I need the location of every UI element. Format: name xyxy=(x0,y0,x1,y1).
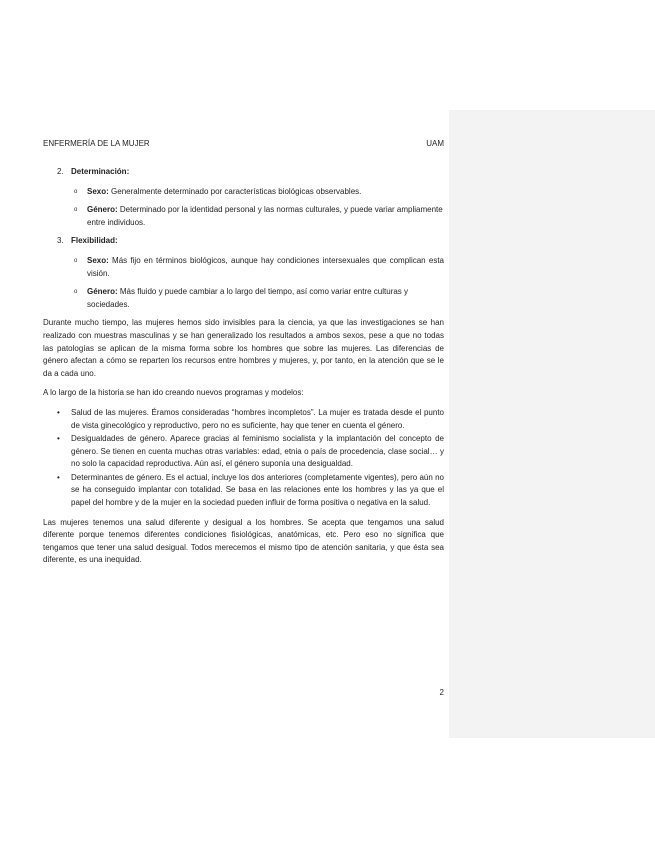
bullet-list xyxy=(43,407,444,510)
paragraph: A lo largo de la historia se han ido creando nuevos programas y modelos: xyxy=(43,388,304,398)
item-number: 3. xyxy=(57,236,64,246)
circle-bullet-icon: o xyxy=(74,289,78,296)
sub-item-term: Sexo: xyxy=(87,186,109,196)
list-item-text: Salud de las mujeres. Éramos consideradas “hombres incompletos”. La mujer es tratada desde el punto de vista ginecológico y reproductivo, pero no es suficiente, hay que tener en cuenta el género. xyxy=(71,407,444,430)
sub-item xyxy=(43,204,444,229)
comments-pane xyxy=(449,110,655,738)
document-page xyxy=(43,0,444,848)
sub-item-term: Sexo: xyxy=(87,255,109,265)
paragraph: Durante mucho tiempo, las mujeres hemos sido invisibles para la ciencia, ya que las investigaciones se han realizado con muestras masculinas y se han generalizado los resultados a ambos sexos, pese a que no todas las patologías se aplican de la misma forma sobre los hombres que sobre las mujeres. Las diferencias de género afectan a cómo se reparten los recursos entre hombres y mujeres, y, por tanto, en la atención que se le da a cada uno. xyxy=(43,318,444,378)
numbered-item-determinacion xyxy=(43,166,444,179)
document-content xyxy=(43,166,444,574)
paragraph: Las mujeres tenemos una salud diferente y desigual a los hombres. Se acepta que tengamos una salud diferente porque tenemos diferentes condiciones fisiológicas, anatómicas, etc. Pero eso no significa que tengamos que tener una salud desigual. Todos merecemos el mismo tipo de atención sanitaria, y que ésta sea diferente, es una inequidad. xyxy=(43,517,444,565)
sub-item-term: Género: xyxy=(87,287,118,297)
bullet-icon: • xyxy=(57,472,60,482)
sub-item xyxy=(43,186,444,199)
sub-item xyxy=(43,255,444,280)
sub-item-term: Género: xyxy=(87,205,118,215)
circle-bullet-icon: o xyxy=(74,188,78,195)
item-number: 2. xyxy=(57,167,64,176)
item-label: Flexibilidad: xyxy=(71,236,118,246)
header-title: ENFERMERÍA DE LA MUJER xyxy=(43,139,150,148)
numbered-item-flexibilidad xyxy=(43,235,444,248)
bullet-icon: • xyxy=(57,434,60,444)
sub-item-text: Más fijo en términos biológicos, aunque hay condiciones intersexuales que complican esta visión. xyxy=(87,255,444,278)
list-item xyxy=(43,472,444,510)
list-item xyxy=(43,433,444,471)
header-institution: UAM xyxy=(426,139,444,148)
sub-item xyxy=(43,286,444,311)
sub-item-text: Generalmente determinado por características biológicas observables. xyxy=(108,186,362,196)
list-item-text: Desigualdades de género. Aparece gracias al feminismo socialista y la implantación del concepto de género. Se tienen en cuenta muchas otras variables: edad, etnia o país de procedencia, clase social… y no solo la capacidad reproductiva. Aún así, el género suponía una desigualdad. xyxy=(71,434,444,469)
list-item xyxy=(43,407,444,432)
page-number: 2 xyxy=(439,688,444,697)
bullet-icon: • xyxy=(57,407,60,417)
item-label: Determinación: xyxy=(71,167,130,176)
circle-bullet-icon: o xyxy=(74,207,78,214)
sub-item-text: Determinado por la identidad personal y las normas culturales, y puede variar ampliamente entre individuos. xyxy=(87,205,443,227)
circle-bullet-icon: o xyxy=(74,257,78,264)
list-item-text: Determinantes de género. Es el actual, incluye los dos anteriores (completamente vigentes), pero aún no se ha conseguido implantar con totalidad. Se basa en las relaciones ente los hombres y las ya que el papel del hombre y de la mujer en la sociedad pueden influir de forma positiva o negativa en la salud. xyxy=(71,472,444,508)
sub-item-text: Más fluido y puede cambiar a lo largo del tiempo, así como variar entre culturas y sociedades. xyxy=(87,287,409,309)
